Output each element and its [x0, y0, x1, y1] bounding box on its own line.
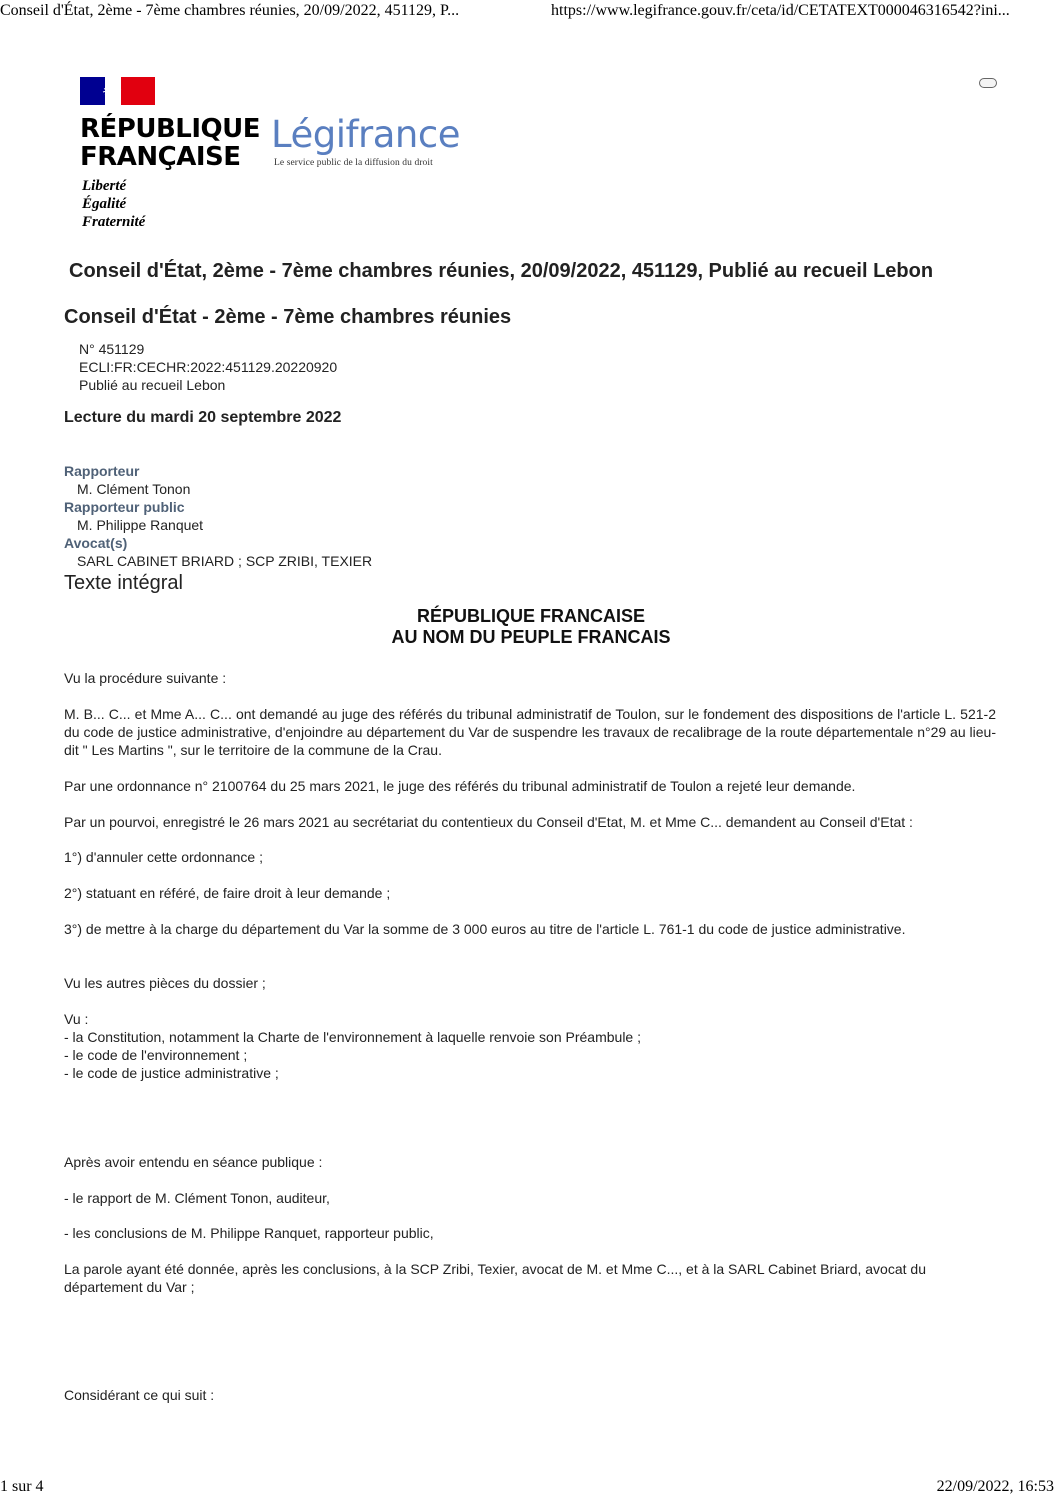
paragraph: - le rapport de M. Clément Tonon, auditeur, — [64, 1190, 330, 1206]
page-counter: 1 sur 4 — [0, 1478, 44, 1495]
print-header-title: Conseil d'État, 2ème - 7ème chambres réunies, 20/09/2022, 451129, P... — [0, 2, 460, 19]
paragraph: Après avoir entendu en séance publique : — [64, 1154, 323, 1170]
list-item: - la Constitution, notamment la Charte de l'environnement à laquelle renvoie son Préambule ; — [64, 1029, 641, 1045]
paragraph: Vu la procédure suivante : — [64, 670, 227, 686]
rapporteur-public-value: M. Philippe Ranquet — [77, 517, 204, 533]
republic-name: RÉPUBLIQUE FRANÇAISE — [80, 114, 260, 172]
marianne-flag-icon — [80, 77, 155, 105]
print-timestamp: 22/09/2022, 16:53 — [936, 1478, 1054, 1495]
avocats-value: SARL CABINET BRIARD ; SCP ZRIBI, TEXIER — [77, 553, 373, 569]
parties-block — [64, 462, 372, 570]
decision-number: N° 451129 — [79, 341, 145, 357]
paragraph: Par une ordonnance n° 2100764 du 25 mars 2021, le juge des référés du tribunal administratif de Toulon a rejeté leur demande. — [64, 778, 856, 794]
print-header — [0, 2, 1058, 22]
page-title: Conseil d'État, 2ème - 7ème chambres réunies, 20/09/2022, 451129, Publié au recueil Lebon — [69, 260, 934, 282]
print-footer — [0, 1478, 1058, 1498]
paragraph: Vu les autres pièces du dossier ; — [64, 975, 266, 991]
jurisdiction-title: Conseil d'État - 2ème - 7ème chambres réunies — [64, 306, 512, 328]
paragraph: La parole ayant été donnée, après les conclusions, à la SCP Zribi, Texier, avocat de M. et Mme C..., et à la SARL Cabinet Briard, avocat du département du Var ; — [64, 1261, 926, 1295]
paragraph: - les conclusions de M. Philippe Ranquet, rapporteur public, — [64, 1225, 434, 1241]
reading-date: Lecture du mardi 20 septembre 2022 — [64, 409, 342, 426]
list-item: - le code de l'environnement ; — [64, 1047, 248, 1063]
legifrance-tagline: Le service public de la diffusion du droit — [274, 158, 433, 168]
decision-metadata — [79, 340, 337, 394]
paragraph: M. B... C... et Mme A... C... ont demandé au juge des référés du tribunal administratif de Toulon, sur le fondement des dispositions de l'article L. 521-2 du code de justice administrative, d'enjoindre au département du Var de suspendre les travaux de recalibrage de la route départementale n°29 au lieu-dit " Les Martins ", sur le territoire de la commune de la Crau. — [64, 706, 996, 758]
rapporteur-label: Rapporteur — [64, 463, 140, 479]
rapporteur-public-label: Rapporteur public — [64, 499, 185, 515]
vu-list — [64, 1010, 996, 1082]
decision-heading: RÉPUBLIQUE FRANCAISE AU NOM DU PEUPLE FRANCAIS — [391, 606, 671, 647]
rapporteur-value: M. Clément Tonon — [77, 481, 191, 497]
publication-status: Publié au recueil Lebon — [79, 377, 226, 393]
vu-label: Vu : — [64, 1011, 89, 1027]
marianne-profile-icon — [102, 80, 128, 102]
paragraph: 2°) statuant en référé, de faire droit à leur demande ; — [64, 885, 391, 901]
menu-toggle-button[interactable] — [979, 78, 997, 88]
paragraph: 3°) de mettre à la charge du département du Var la somme de 3 000 euros au titre de l'article L. 761-1 du code de justice administrative. — [64, 921, 906, 937]
republic-motto: Liberté Égalité Fraternité — [82, 178, 146, 230]
legifrance-wordmark: Légifrance — [271, 113, 460, 156]
site-logo[interactable] — [80, 77, 500, 237]
print-header-url: https://www.legifrance.gouv.fr/ceta/id/CETATEXT000046316542?ini... — [551, 2, 1010, 19]
avocats-label: Avocat(s) — [64, 535, 128, 551]
list-item: - le code de justice administrative ; — [64, 1065, 279, 1081]
full-text-heading: Texte intégral — [64, 572, 183, 594]
ecli-identifier: ECLI:FR:CECHR:2022:451129.20220920 — [79, 359, 338, 375]
paragraph: Considérant ce qui suit : — [64, 1387, 215, 1403]
paragraph: 1°) d'annuler cette ordonnance ; — [64, 849, 263, 865]
paragraph: Par un pourvoi, enregistré le 26 mars 2021 au secrétariat du contentieux du Conseil d'Etat, M. et Mme C... demandent au Conseil d'Etat : — [64, 814, 913, 830]
